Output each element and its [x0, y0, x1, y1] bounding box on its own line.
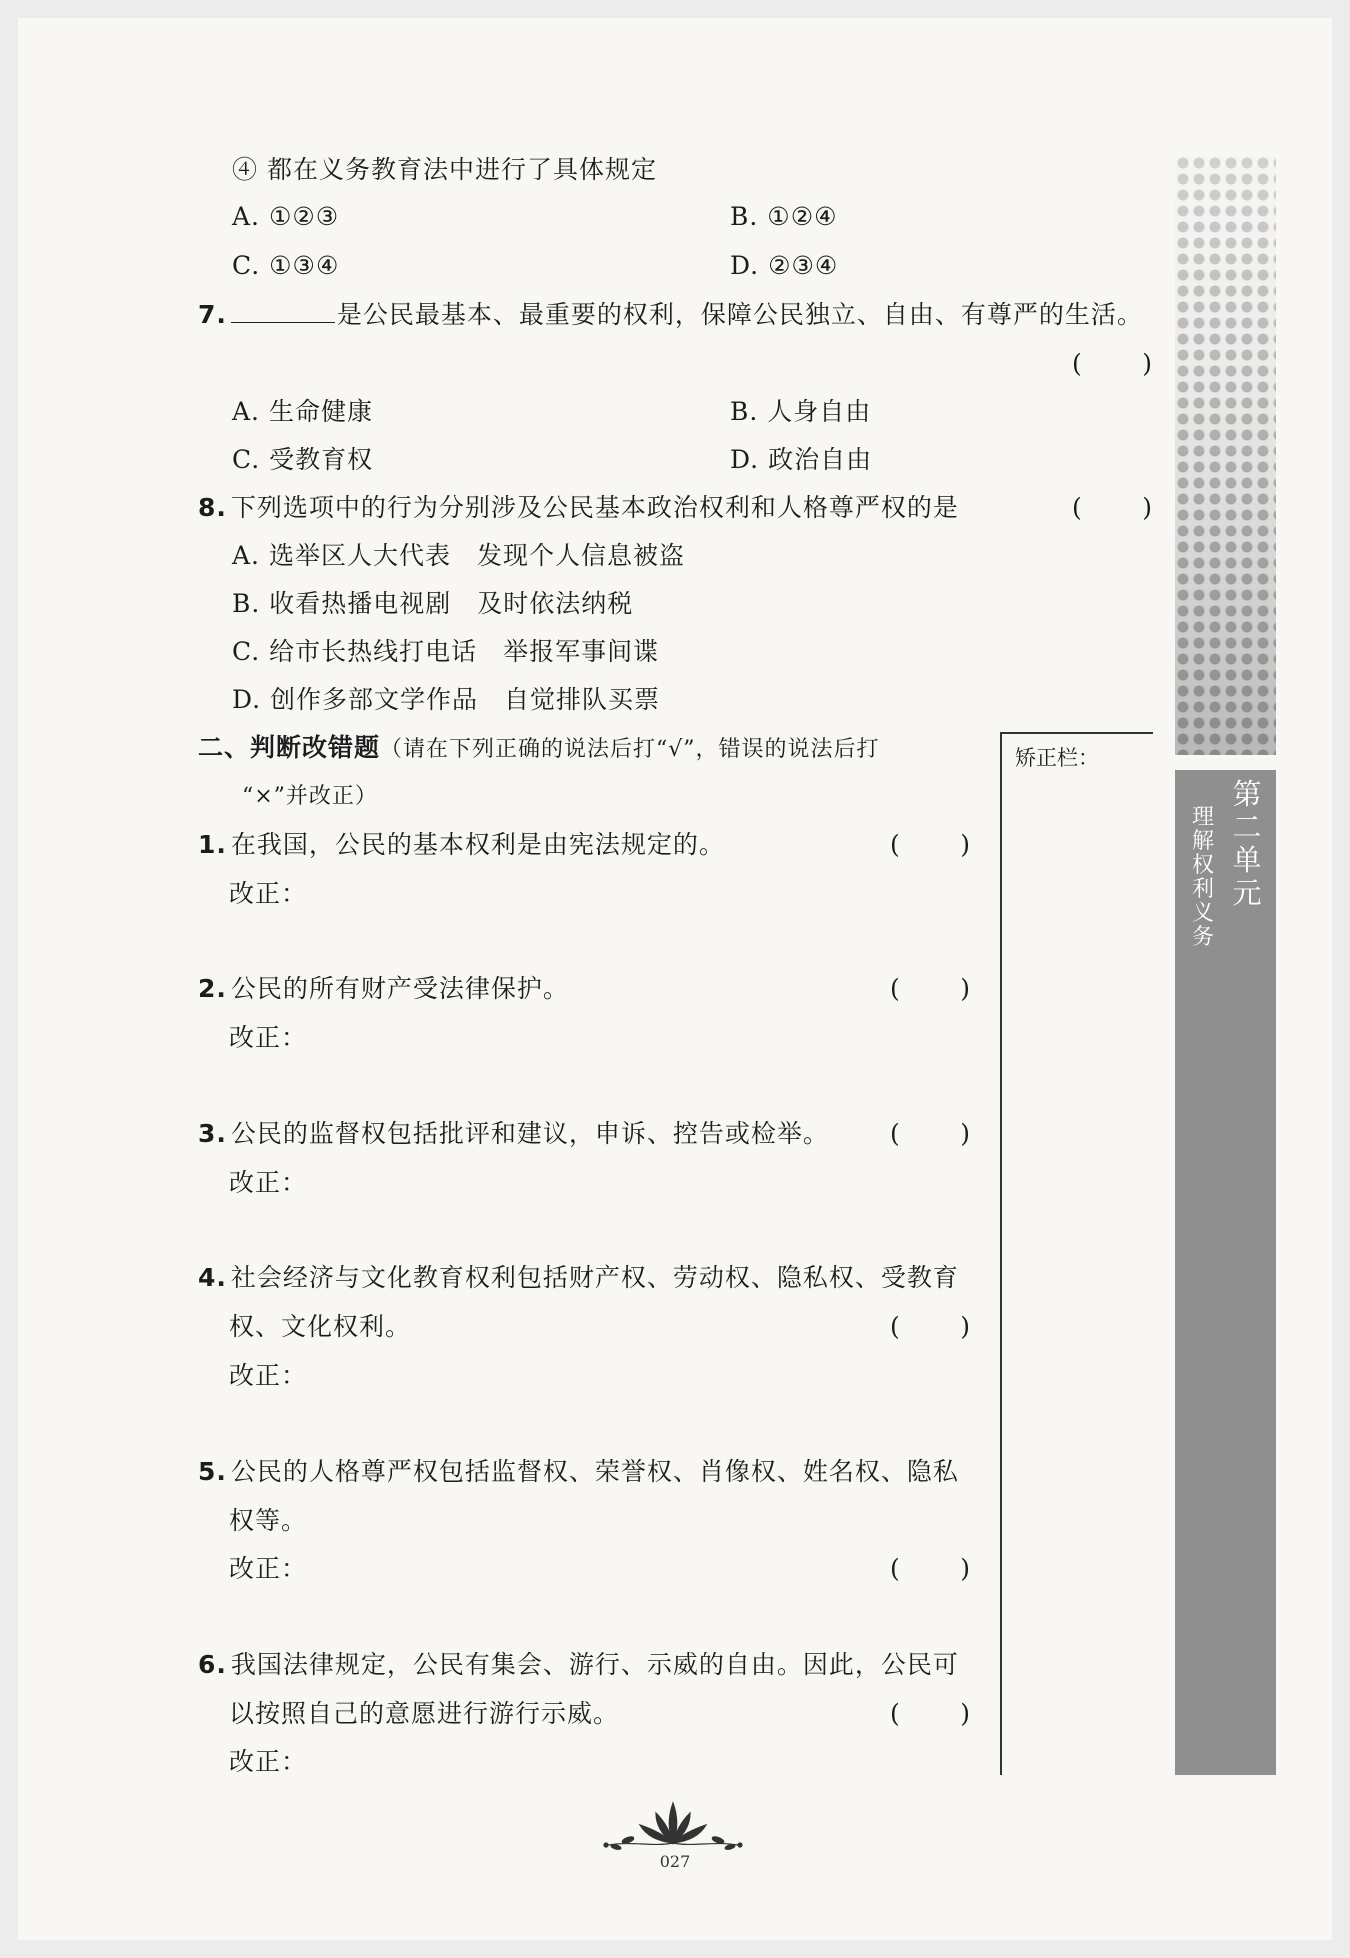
section-title: 二、判断改错题 — [198, 733, 381, 762]
paren-open: ( — [1072, 349, 1082, 378]
option-letter: A. — [232, 397, 261, 426]
question-number: 1. — [198, 830, 227, 859]
paren-open: ( — [890, 974, 900, 1003]
section-instruction-line2: “×”并改正） — [242, 784, 378, 809]
prev-item-4: ④ 都在义务教育法中进行了具体规定 — [232, 155, 657, 184]
question-text: 我国法律规定，公民有集会、游行、示威的自由。因此，公民可 — [230, 1650, 959, 1679]
prev-option-c — [232, 249, 339, 283]
q7-option-a — [232, 395, 373, 429]
prev-option-a — [232, 200, 339, 234]
judgement-item-3 — [198, 1117, 829, 1151]
section-2-header — [198, 731, 880, 767]
judgement-item-6-cont: 以按照自己的意愿进行游行示威。 — [229, 1699, 620, 1728]
prev-option-d — [730, 249, 838, 283]
paren-close: ) — [960, 1554, 970, 1583]
judgement-item-6 — [198, 1648, 959, 1682]
option-text: ①③④ — [269, 251, 340, 280]
option-letter: B. — [730, 202, 759, 231]
floral-ornament-icon — [598, 1795, 748, 1855]
option-text: 受教育权 — [269, 445, 374, 474]
paren-close: ) — [1142, 493, 1152, 522]
judgement-item-5 — [198, 1455, 959, 1489]
question-number: 2. — [198, 974, 227, 1003]
question-text: 公民的人格尊严权包括监督权、荣誉权、肖像权、姓名权、隐私 — [230, 1457, 959, 1486]
option-text: 生命健康 — [268, 397, 373, 426]
option-text: ②③④ — [768, 251, 839, 280]
answer-paren[interactable] — [890, 1310, 970, 1344]
option-text: 政治自由 — [768, 445, 873, 474]
question-text: 社会经济与文化教育权利包括财产权、劳动权、隐私权、受教育 — [230, 1263, 959, 1292]
question-text: 是公民最基本、最重要的权利，保障公民独立、自由、有尊严的生活。 — [336, 300, 1143, 329]
question-number: 8. — [198, 493, 227, 522]
q8-stem — [198, 491, 959, 525]
question-text: 下列选项中的行为分别涉及公民基本政治权利和人格尊严权的是 — [230, 493, 959, 522]
option-letter: D. — [730, 251, 760, 280]
paren-close: ) — [960, 974, 970, 1003]
paren-open: ( — [890, 1699, 900, 1728]
answer-paren[interactable] — [1072, 491, 1152, 525]
unit-title: 第二单元 — [1232, 777, 1262, 910]
paren-close: ) — [960, 1312, 970, 1341]
correction-column-divider — [1000, 733, 1002, 1775]
judgement-item-4 — [198, 1261, 959, 1295]
judgement-item-5-cont: 权等。 — [229, 1506, 308, 1535]
answer-paren[interactable] — [890, 1697, 970, 1731]
correction-prompt[interactable]: 改正： — [229, 1554, 308, 1583]
prev-option-b — [730, 200, 838, 234]
paren-close: ) — [960, 1699, 970, 1728]
paren-open: ( — [890, 1119, 900, 1148]
judgement-item-4-cont: 权、文化权利。 — [229, 1312, 412, 1341]
answer-paren[interactable] — [890, 1117, 970, 1151]
option-letter: D. — [730, 445, 760, 474]
option-letter: C. — [232, 445, 261, 474]
paren-open: ( — [890, 1312, 900, 1341]
question-number: 7. — [198, 300, 227, 329]
option-letter: B. — [730, 397, 759, 426]
correction-prompt[interactable]: 改正： — [229, 1023, 308, 1052]
page-number: 027 — [659, 1852, 691, 1871]
question-text: 在我国，公民的基本权利是由宪法规定的。 — [230, 830, 725, 859]
option-letter: A. — [232, 202, 261, 231]
paren-close: ) — [960, 830, 970, 859]
option-text: ①②③ — [268, 202, 340, 231]
answer-blank[interactable] — [231, 300, 335, 323]
correction-prompt[interactable]: 改正： — [229, 1168, 308, 1197]
judgement-item-2 — [198, 972, 569, 1006]
answer-paren[interactable] — [890, 972, 970, 1006]
paren-open: ( — [890, 1554, 900, 1583]
paren-open: ( — [890, 830, 900, 859]
correction-column-label: 矫正栏： — [1015, 746, 1099, 770]
question-number: 5. — [198, 1457, 227, 1486]
answer-paren[interactable] — [1072, 347, 1152, 381]
q8-option-d: D. 创作多部文学作品 自觉排队买票 — [232, 685, 661, 714]
correction-prompt[interactable]: 改正： — [229, 1361, 308, 1390]
answer-paren[interactable] — [890, 1552, 970, 1586]
q8-option-a: A. 选举区人大代表 发现个人信息被盗 — [232, 541, 685, 570]
q7-option-c — [232, 443, 373, 477]
correction-prompt[interactable]: 改正： — [229, 1747, 308, 1776]
question-text: 公民的所有财产受法律保护。 — [230, 974, 569, 1003]
question-number: 3. — [198, 1119, 227, 1148]
q7-option-d — [730, 443, 872, 477]
option-letter: C. — [232, 251, 261, 280]
judgement-item-1 — [198, 828, 725, 862]
q7-stem — [198, 298, 1143, 332]
paren-close: ) — [960, 1119, 970, 1148]
answer-paren[interactable] — [890, 828, 970, 862]
q8-option-c: C. 给市长热线打电话 举报军事间谍 — [232, 637, 660, 666]
option-text: ①②④ — [767, 202, 838, 231]
paren-open: ( — [1072, 493, 1082, 522]
correction-column-top-rule — [1000, 732, 1153, 734]
question-number: 6. — [198, 1650, 227, 1679]
unit-subtitle: 理解权利义务 — [1191, 805, 1214, 950]
question-text: 公民的监督权包括批评和建议，申诉、控告或检举。 — [230, 1119, 829, 1148]
sidebar-pattern — [1175, 155, 1276, 755]
option-text: 人身自由 — [767, 397, 872, 426]
section-instruction: （请在下列正确的说法后打“√”，错误的说法后打 — [380, 737, 880, 762]
paren-close: ) — [1142, 349, 1152, 378]
correction-prompt[interactable]: 改正： — [229, 879, 308, 908]
q8-option-b: B. 收看热播电视剧 及时依法纳税 — [232, 589, 634, 618]
question-number: 4. — [198, 1263, 227, 1292]
q7-option-b — [730, 395, 871, 429]
